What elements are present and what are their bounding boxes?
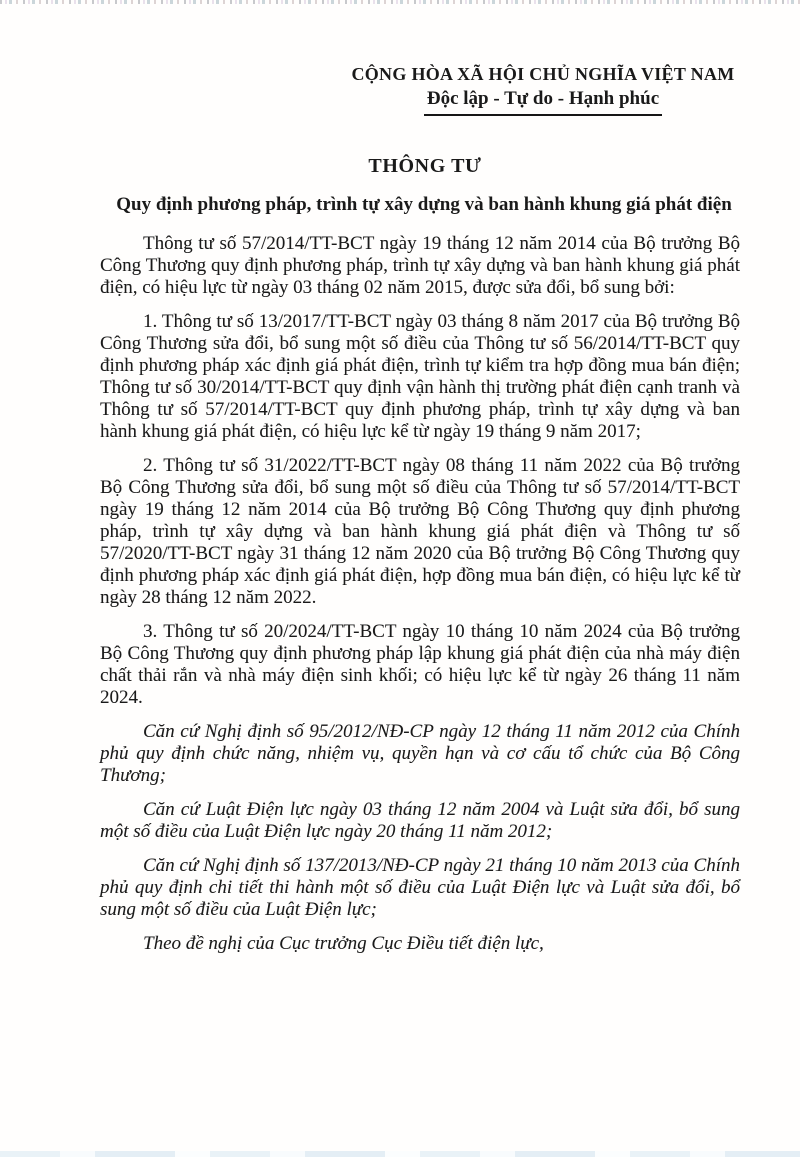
- para-amendment-3: 3. Thông tư số 20/2024/TT-BCT ngày 10 tháng 10 năm 2024 của Bộ trưởng Bộ Công Thương quy định phương pháp lập khung giá phát điện của nhà máy điện chất thải rắn và nhà máy điện sinh khối; có hiệu lực kể từ ngày 26 tháng 11 năm 2024.: [100, 621, 740, 708]
- document-subtitle: Quy định phương pháp, trình tự xây dựng và ban hành khung giá phát điện: [116, 194, 732, 215]
- national-title: CỘNG HÒA XÃ HỘI CHỦ NGHĨA VIỆT NAM: [351, 64, 735, 84]
- national-header: [343, 64, 743, 116]
- para-legal-basis-2: Căn cứ Luật Điện lực ngày 03 tháng 12 năm 2004 và Luật sửa đổi, bổ sung một số điều của Luật Điện lực ngày 20 tháng 11 năm 2012;: [100, 799, 740, 842]
- scanner-noise-bottom-edge: [0, 1151, 800, 1157]
- para-legal-basis-3: Căn cứ Nghị định số 137/2013/NĐ-CP ngày 21 tháng 10 năm 2013 của Chính phủ quy định chi tiết thi hành một số điều của Luật Điện lực và Luật sửa đổi, bổ sung một số điều của Luật Điện lực;: [100, 855, 740, 920]
- para-proposal: Theo đề nghị của Cục trưởng Cục Điều tiết điện lực,: [143, 933, 544, 954]
- para-intro: Thông tư số 57/2014/TT-BCT ngày 19 tháng 12 năm 2014 của Bộ trưởng Bộ Công Thương quy định phương pháp, trình tự xây dựng và ban hành khung giá phát điện, có hiệu lực từ ngày 03 tháng 02 năm 2015, được sửa đổi, bổ sung bởi:: [100, 233, 740, 298]
- scanner-noise-top-edge: [0, 0, 800, 4]
- document-body: [100, 233, 740, 967]
- national-motto: Độc lập - Tự do - Hạnh phúc: [426, 88, 660, 109]
- para-amendment-2: 2. Thông tư số 31/2022/TT-BCT ngày 08 tháng 11 năm 2022 của Bộ trưởng Bộ Công Thương sửa đổi, bổ sung một số điều của Thông tư số 57/2014/TT-BCT ngày 19 tháng 12 năm 2014 của Bộ trưởng Bộ Công Thương quy định phương pháp, trình tự xây dựng và ban hành khung giá phát điện và Thông tư số 57/2020/TT-BCT ngày 31 tháng 12 năm 2020 của Bộ trưởng Bộ Công Thương quy định phương pháp xác định giá phát điện, hợp đồng mua bán điện, có hiệu lực kể từ ngày 28 tháng 12 năm 2022.: [100, 455, 740, 608]
- motto-underline: [424, 114, 662, 116]
- document-title: THÔNG TƯ: [368, 155, 482, 177]
- para-legal-basis-1: Căn cứ Nghị định số 95/2012/NĐ-CP ngày 12 tháng 11 năm 2012 của Chính phủ quy định chức năng, nhiệm vụ, quyền hạn và cơ cấu tổ chức của Bộ Công Thương;: [100, 721, 740, 786]
- para-amendment-1: 1. Thông tư số 13/2017/TT-BCT ngày 03 tháng 8 năm 2017 của Bộ trưởng Bộ Công Thương sửa đổi, bổ sung một số điều của Thông tư số 56/2014/TT-BCT quy định phương pháp xác định giá phát điện, trình tự kiểm tra hợp đồng mua bán điện; Thông tư số 30/2014/TT-BCT quy định vận hành thị trường phát điện cạnh tranh và Thông tư số 57/2014/TT-BCT quy định phương pháp, trình tự xây dựng và ban hành khung giá phát điện, có hiệu lực kể từ ngày 19 tháng 9 năm 2017;: [100, 311, 740, 442]
